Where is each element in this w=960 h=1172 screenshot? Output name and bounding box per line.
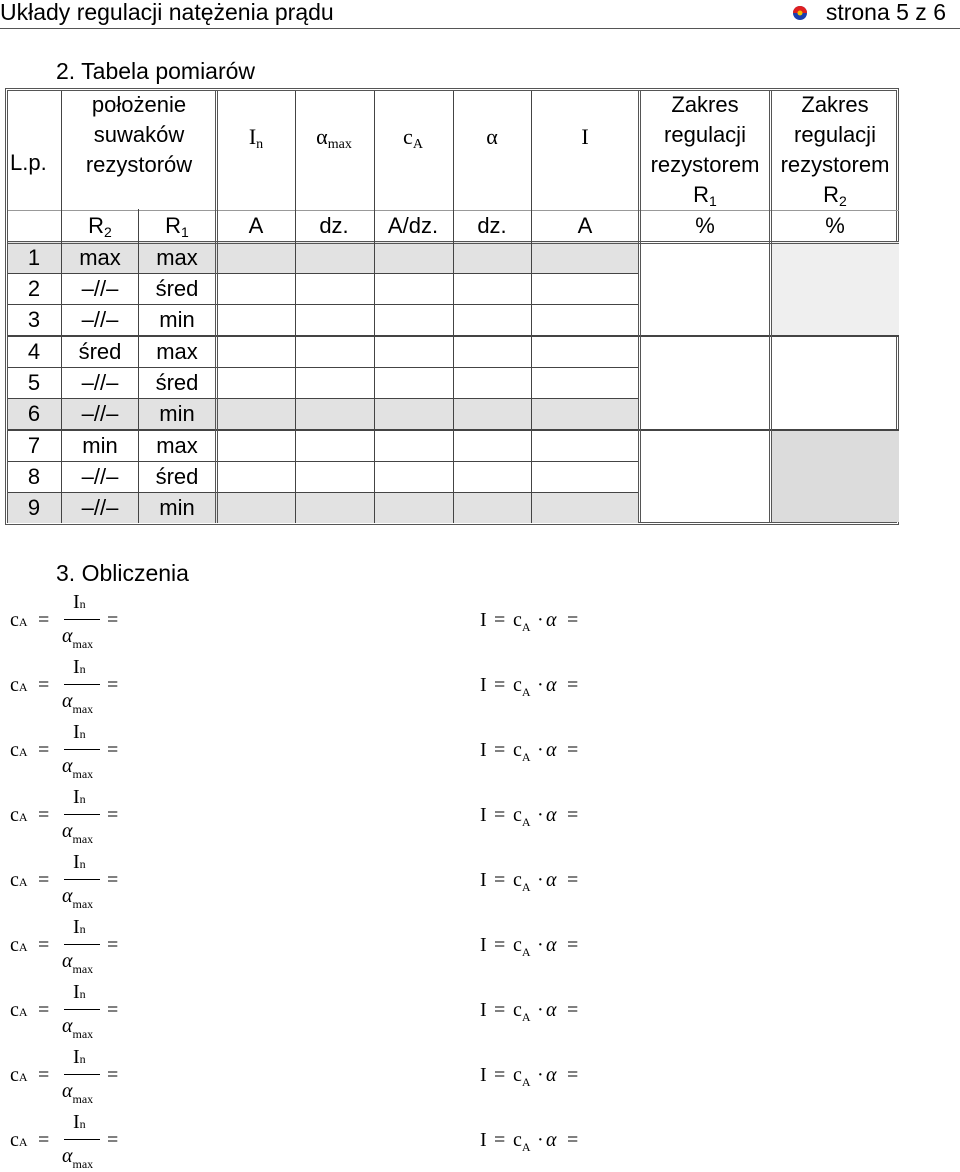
row-r2: –//– xyxy=(81,307,119,332)
unit-alpha-max: dz. xyxy=(319,213,349,238)
numerator: In xyxy=(73,721,86,743)
eq-sign: = xyxy=(38,739,50,761)
header-position-line2: suwaków xyxy=(93,122,185,147)
header-zakres1-line4 xyxy=(693,184,717,208)
numerator: In xyxy=(73,1111,86,1133)
header-zakres1-r: R xyxy=(693,182,710,207)
denominator: $\alpha_{max}$ xyxy=(62,885,94,911)
fraction-bar xyxy=(64,684,100,685)
row-line xyxy=(8,304,638,305)
ca-symbol: $c_A$ xyxy=(513,674,531,699)
eq-sign: = xyxy=(107,1064,119,1086)
dot-sign: · xyxy=(537,934,544,956)
fraction-bar xyxy=(64,944,100,945)
row-lp: 4 xyxy=(27,339,41,364)
header-r2 xyxy=(88,215,112,239)
ca-symbol: $c_A$ xyxy=(513,1129,531,1154)
alpha-symbol: α xyxy=(546,1064,557,1086)
denominator: $\alpha_{max}$ xyxy=(62,1080,94,1106)
row-r1: śred xyxy=(155,464,199,489)
denominator: $\alpha_{max}$ xyxy=(62,1145,94,1171)
eq-sign: = xyxy=(107,999,119,1021)
row-r1: max xyxy=(156,339,198,364)
ca-symbol: cA xyxy=(10,934,28,956)
header-alpha: α xyxy=(486,124,498,149)
row-line xyxy=(8,461,638,462)
logo-icon xyxy=(792,5,808,21)
numerator: In xyxy=(73,786,86,808)
section-title-calculations: 3. Obliczenia xyxy=(56,560,189,586)
col-line xyxy=(374,91,375,523)
header-zakres2-line4 xyxy=(823,184,847,208)
row-r1: max xyxy=(156,433,198,458)
denominator: $\alpha_{max}$ xyxy=(62,755,94,781)
eq-sign: = xyxy=(567,869,579,891)
unit-in: A xyxy=(248,213,264,238)
ca-symbol: cA xyxy=(10,739,28,761)
header-in-text: I xyxy=(248,124,257,149)
col-line xyxy=(453,91,454,523)
row-lp: 7 xyxy=(27,433,41,458)
ca-symbol: cA xyxy=(10,869,28,891)
i-symbol: I xyxy=(480,1064,487,1086)
alpha-symbol: α xyxy=(546,934,557,956)
eq-sign: = xyxy=(494,674,506,696)
page-number: strona 5 z 6 xyxy=(825,0,946,25)
row-r2: –//– xyxy=(81,464,119,489)
row-r1: min xyxy=(159,401,195,426)
eq-sign: = xyxy=(107,934,119,956)
row-r2: –//– xyxy=(81,495,119,520)
fraction-bar xyxy=(64,1074,100,1075)
eq-sign: = xyxy=(494,934,506,956)
eq-sign: = xyxy=(494,804,506,826)
denominator: $\alpha_{max}$ xyxy=(62,625,94,651)
document-title: Układy regulacji natężenia prądu xyxy=(0,0,334,25)
unit-zakres1: % xyxy=(695,213,715,238)
eq-sign: = xyxy=(38,934,50,956)
header-r1-text: R xyxy=(165,213,182,238)
section-title-measurements: 2. Tabela pomiarów xyxy=(56,58,256,84)
header-lp: L.p. xyxy=(10,150,47,175)
col-line xyxy=(215,91,218,523)
ca-symbol: cA xyxy=(10,1129,28,1151)
header-ca xyxy=(403,126,423,152)
fraction-bar xyxy=(64,814,100,815)
header-r1-sub: 1 xyxy=(181,224,189,240)
col-line xyxy=(638,91,641,523)
unit-i: A xyxy=(577,213,593,238)
ca-symbol: $c_A$ xyxy=(513,999,531,1024)
denominator: $\alpha_{max}$ xyxy=(62,690,94,716)
alpha-symbol: α xyxy=(546,1129,557,1151)
header-ca-text: c xyxy=(403,124,413,149)
i-symbol: I xyxy=(480,934,487,956)
col-line xyxy=(531,91,532,523)
header-in xyxy=(249,126,263,152)
header-position-line3: rezystorów xyxy=(85,152,193,177)
ca-symbol: $c_A$ xyxy=(513,869,531,894)
eq-sign: = xyxy=(567,999,579,1021)
row-lp: 8 xyxy=(27,464,41,489)
eq-sign: = xyxy=(567,804,579,826)
alpha-symbol: α xyxy=(546,739,557,761)
row-r2: śred xyxy=(78,339,122,364)
header-in-sub: n xyxy=(256,137,264,152)
ca-symbol: $c_A$ xyxy=(513,1064,531,1089)
eq-sign: = xyxy=(107,674,119,696)
row-line xyxy=(8,492,638,493)
col-line xyxy=(295,91,296,523)
eq-sign: = xyxy=(567,1129,579,1151)
header-r1 xyxy=(165,215,189,239)
row-line xyxy=(8,273,638,274)
dot-sign: · xyxy=(537,609,544,631)
header-zakres2-line1: Zakres xyxy=(801,92,869,117)
numerator: In xyxy=(73,851,86,873)
row-line xyxy=(8,398,638,399)
eq-sign: = xyxy=(38,674,50,696)
eq-sign: = xyxy=(38,999,50,1021)
page-header xyxy=(0,0,960,29)
dot-sign: · xyxy=(537,804,544,826)
i-symbol: I xyxy=(480,674,487,696)
row-r1: max xyxy=(156,245,198,270)
header-alpha-max xyxy=(316,126,352,152)
i-symbol: I xyxy=(480,609,487,631)
alpha-symbol: α xyxy=(546,609,557,631)
row-lp: 9 xyxy=(27,495,41,520)
row-r1: min xyxy=(159,307,195,332)
row-r1: śred xyxy=(155,370,199,395)
ca-symbol: cA xyxy=(10,674,28,696)
header-zakres2-line2: regulacji xyxy=(794,122,876,147)
row-r2: max xyxy=(79,245,121,270)
eq-sign: = xyxy=(567,739,579,761)
header-ca-sub: A xyxy=(412,137,423,152)
unit-alpha: dz. xyxy=(477,213,507,238)
header-zakres1-line2: regulacji xyxy=(664,122,746,147)
row-lp: 5 xyxy=(27,370,41,395)
unit-ca: A/dz. xyxy=(387,213,439,238)
header-alpha-max-text: α xyxy=(316,124,328,149)
header-zakres1-line1: Zakres xyxy=(671,92,739,117)
eq-sign: = xyxy=(107,804,119,826)
zakres2-shade xyxy=(771,242,899,335)
eq-sign: = xyxy=(567,674,579,696)
fraction-bar xyxy=(64,749,100,750)
eq-sign: = xyxy=(38,1129,50,1151)
ca-symbol: $c_A$ xyxy=(513,804,531,829)
col-line xyxy=(138,209,139,523)
header-alpha-max-sub: max xyxy=(327,137,352,152)
header-r2-text: R xyxy=(88,213,105,238)
eq-sign: = xyxy=(38,804,50,826)
header-zakres2-r: R xyxy=(823,182,840,207)
col-line xyxy=(61,91,62,523)
fraction-bar xyxy=(64,1139,100,1140)
header-i: I xyxy=(581,124,589,149)
dot-sign: · xyxy=(537,869,544,891)
numerator: In xyxy=(73,591,86,613)
eq-sign: = xyxy=(107,1129,119,1151)
ca-symbol: cA xyxy=(10,609,28,631)
row-r2: –//– xyxy=(81,401,119,426)
eq-sign: = xyxy=(38,609,50,631)
data-area xyxy=(217,242,643,424)
ca-symbol: $c_A$ xyxy=(513,739,531,764)
row-lp: 3 xyxy=(27,307,41,332)
fraction-bar xyxy=(64,619,100,620)
row-lp: 1 xyxy=(27,245,41,270)
header-r2-sub: 2 xyxy=(104,224,112,240)
ca-symbol: cA xyxy=(10,999,28,1021)
ca-symbol: $c_A$ xyxy=(513,934,531,959)
eq-sign: = xyxy=(494,999,506,1021)
numerator: In xyxy=(73,981,86,1003)
i-symbol: I xyxy=(480,1129,487,1151)
eq-sign: = xyxy=(107,739,119,761)
row-r1: śred xyxy=(155,276,199,301)
dot-sign: · xyxy=(537,739,544,761)
ca-symbol: $c_A$ xyxy=(513,609,531,634)
i-symbol: I xyxy=(480,804,487,826)
i-symbol: I xyxy=(480,869,487,891)
ca-symbol: cA xyxy=(10,804,28,826)
row-r2: –//– xyxy=(81,276,119,301)
i-symbol: I xyxy=(480,999,487,1021)
eq-sign: = xyxy=(494,609,506,631)
unit-zakres2: % xyxy=(825,213,845,238)
row-r2: –//– xyxy=(81,370,119,395)
eq-sign: = xyxy=(567,934,579,956)
alpha-symbol: α xyxy=(546,674,557,696)
eq-sign: = xyxy=(494,869,506,891)
denominator: $\alpha_{max}$ xyxy=(62,820,94,846)
alpha-symbol: α xyxy=(546,804,557,826)
dot-sign: · xyxy=(537,1129,544,1151)
dot-sign: · xyxy=(537,674,544,696)
alpha-symbol: α xyxy=(546,869,557,891)
row-line xyxy=(8,367,638,368)
eq-sign: = xyxy=(38,1064,50,1086)
dot-sign: · xyxy=(537,999,544,1021)
numerator: In xyxy=(73,1046,86,1068)
numerator: In xyxy=(73,916,86,938)
eq-sign: = xyxy=(107,869,119,891)
col-line xyxy=(769,91,772,523)
numerator: In xyxy=(73,656,86,678)
eq-sign: = xyxy=(494,1064,506,1086)
eq-sign: = xyxy=(107,609,119,631)
eq-sign: = xyxy=(494,1129,506,1151)
measurement-table xyxy=(5,88,899,525)
fraction-bar xyxy=(64,1009,100,1010)
header-zakres1-line3: rezystorem xyxy=(650,152,760,177)
ca-symbol: cA xyxy=(10,1064,28,1086)
denominator: $\alpha_{max}$ xyxy=(62,1015,94,1041)
eq-sign: = xyxy=(38,869,50,891)
row-r1: min xyxy=(159,495,195,520)
dot-sign: · xyxy=(537,1064,544,1086)
denominator: $\alpha_{max}$ xyxy=(62,950,94,976)
eq-sign: = xyxy=(567,609,579,631)
eq-sign: = xyxy=(494,739,506,761)
eq-sign: = xyxy=(567,1064,579,1086)
alpha-symbol: α xyxy=(546,999,557,1021)
row-r2: min xyxy=(82,433,118,458)
header-zakres1-sub: 1 xyxy=(709,193,717,209)
header-position-line1: położenie xyxy=(91,92,187,117)
zakres2-shade xyxy=(771,429,899,522)
row-lp: 2 xyxy=(27,276,41,301)
fraction-bar xyxy=(64,879,100,880)
header-zakres2-sub: 2 xyxy=(839,193,847,209)
row-lp: 6 xyxy=(27,401,41,426)
header-zakres2-line3: rezystorem xyxy=(780,152,890,177)
i-symbol: I xyxy=(480,739,487,761)
